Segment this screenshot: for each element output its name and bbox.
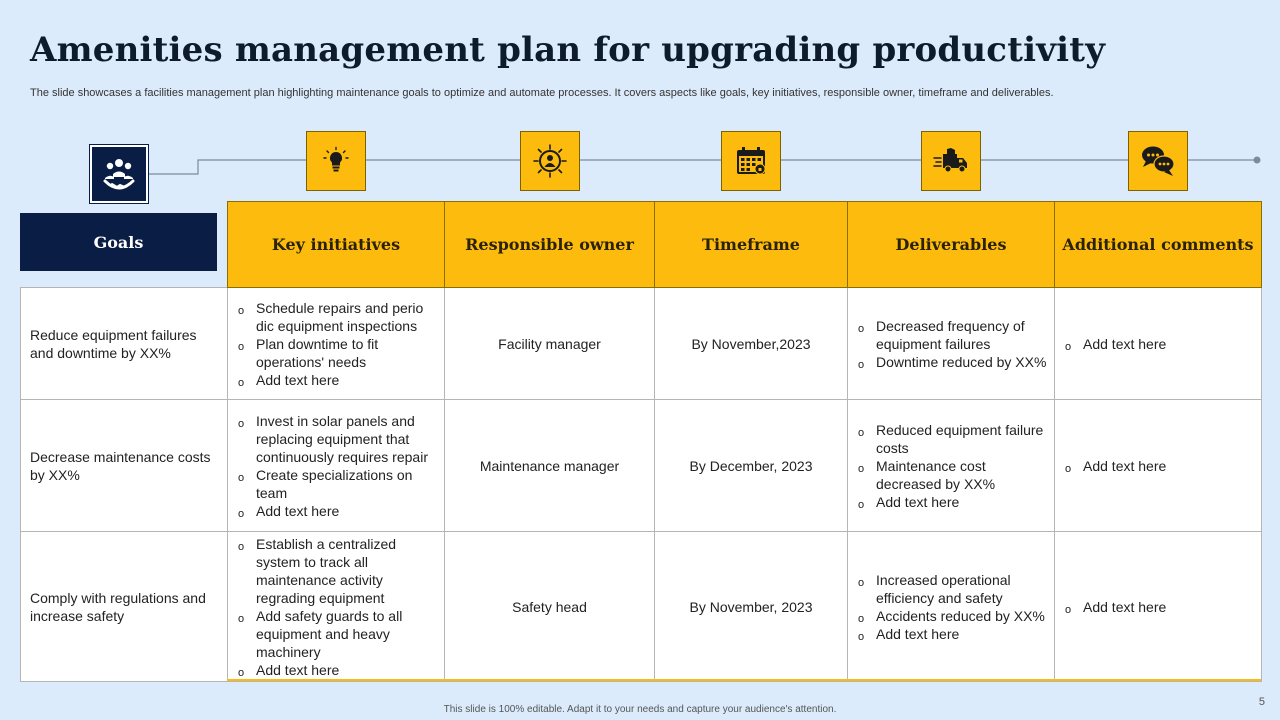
- timeframe-icon-box: [721, 131, 781, 191]
- table-bottom-accent-line: [227, 679, 1261, 681]
- table-row: [21, 288, 1262, 400]
- list-item: o Accidents reduced by XX%: [858, 607, 1048, 625]
- page-number: 5: [1258, 696, 1265, 708]
- list-item: o Invest in solar panels and replacing equipment that continuously requires repair: [238, 412, 438, 466]
- footer-note: This slide is 100% editable. Adapt it to your needs and capture your audience's attention.: [443, 704, 837, 715]
- list-item: o Decreased frequency of equipment failures: [858, 317, 1048, 353]
- deliverables-icon-box: [921, 131, 981, 191]
- list-item: o Create specializations on team: [238, 466, 438, 502]
- deliverables-cell: [848, 288, 1055, 400]
- management-plan-table: [20, 201, 1262, 682]
- responsible-owner-icon-box: [520, 131, 580, 191]
- comments-cell: [1055, 532, 1262, 682]
- people-handshake-icon: [99, 154, 139, 194]
- timeline-connector: [0, 0, 1280, 200]
- timeframe-cell: By November, 2023: [655, 532, 848, 682]
- initiatives-cell: [228, 288, 445, 400]
- list-item: o Add text here: [238, 371, 438, 389]
- list-item: o Add text here: [238, 502, 438, 520]
- list-item: o Schedule repairs and perio dic equipment inspections: [238, 299, 438, 335]
- list-item: o Add text here: [1065, 457, 1255, 475]
- list-item: o Reduced equipment failure costs: [858, 421, 1048, 457]
- goal-cell: Reduce equipment failures and downtime by XX%: [21, 288, 228, 400]
- list-item: o Maintenance cost decreased by XX%: [858, 457, 1048, 493]
- calendar-icon: [734, 144, 768, 178]
- list-item: o Add safety guards to all equipment and heavy machinery: [238, 607, 438, 661]
- header-timeframe: Timeframe: [655, 202, 848, 288]
- list-item: o Add text here: [1065, 335, 1255, 353]
- header-deliverables: Deliverables: [848, 202, 1055, 288]
- goal-cell: Comply with regulations and increase safety: [21, 532, 228, 682]
- person-target-icon: [533, 144, 567, 178]
- comments-cell: [1055, 288, 1262, 400]
- initiatives-cell: [228, 400, 445, 532]
- goals-icon-box: [90, 145, 148, 203]
- delivery-truck-icon: [933, 146, 969, 176]
- header-additional-comments: Additional comments: [1055, 202, 1262, 288]
- table-row: [21, 400, 1262, 532]
- list-item: o Add text here: [238, 661, 438, 679]
- chat-bubbles-icon: [1140, 144, 1176, 178]
- header-responsible-owner: Responsible owner: [445, 202, 655, 288]
- list-item: o Downtime reduced by XX%: [858, 353, 1048, 371]
- initiatives-cell: [228, 532, 445, 682]
- list-item: o Establish a centralized system to track all maintenance activity regrading equipment: [238, 535, 438, 607]
- list-item: o Add text here: [858, 493, 1048, 511]
- list-item: o Plan downtime to fit operations' needs: [238, 335, 438, 371]
- slide-subtitle: The slide showcases a facilities management plan highlighting maintenance goals to optimize and automate processes. It covers aspects like goals, key initiatives, responsible owner, timeframe and deliverables.: [30, 87, 1054, 99]
- timeframe-cell: By December, 2023: [655, 400, 848, 532]
- deliverables-cell: [848, 400, 1055, 532]
- list-item: o Increased operational efficiency and safety: [858, 571, 1048, 607]
- goal-cell: Decrease maintenance costs by XX%: [21, 400, 228, 532]
- additional-comments-icon-box: [1128, 131, 1188, 191]
- slide-title: Amenities management plan for upgrading productivity: [30, 30, 1106, 70]
- owner-cell: Maintenance manager: [445, 400, 655, 532]
- key-initiatives-icon-box: [306, 131, 366, 191]
- table-row: [21, 532, 1262, 682]
- owner-cell: Facility manager: [445, 288, 655, 400]
- timeframe-cell: By November,2023: [655, 288, 848, 400]
- list-item: o Add text here: [858, 625, 1048, 643]
- header-goals: Goals: [20, 213, 217, 271]
- owner-cell: Safety head: [445, 532, 655, 682]
- lightbulb-icon: [321, 146, 351, 176]
- header-key-initiatives: Key initiatives: [228, 202, 445, 288]
- list-item: o Add text here: [1065, 598, 1255, 616]
- deliverables-cell: [848, 532, 1055, 682]
- comments-cell: [1055, 400, 1262, 532]
